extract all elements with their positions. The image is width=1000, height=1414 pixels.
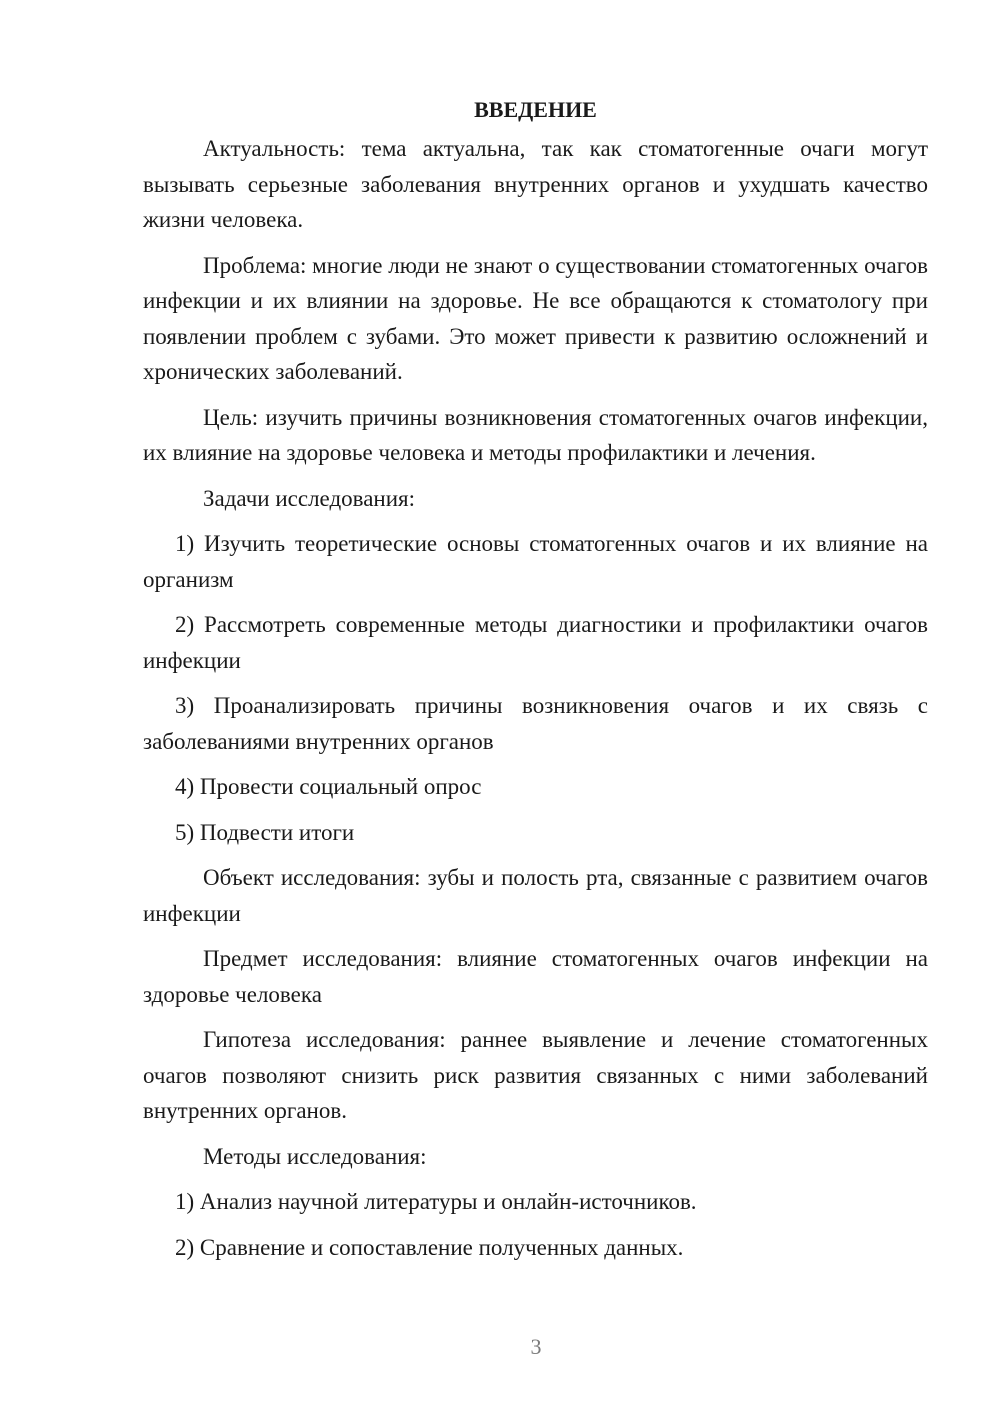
relevance-paragraph: Актуальность: тема актуальна, так как стоматогенные очаги могут вызывать серьезные заболевания внутренних органов и ухудшать качество жизни человека. — [143, 136, 928, 232]
method-item: 1) Анализ научной литературы и онлайн-источников. — [175, 1189, 697, 1214]
problem-paragraph: Проблема: многие люди не знают о существовании стоматогенных очагов инфекции и их влиянии на здоровье. Не все обращаются к стоматологу при появлении проблем с зубами. Это может привести к развитию осложнений и хронических заболеваний. — [143, 252, 928, 384]
page-number: 3 — [530, 1334, 542, 1359]
task-item: 3) Проанализировать причины возникновения очагов и их связь с заболеваниями внутренних органов — [143, 693, 928, 754]
hypothesis-paragraph: Гипотеза исследования: раннее выявление и лечение стоматогенных очагов позволяют снизить риск развития связанных с ними заболеваний внутренних органов. — [143, 1027, 928, 1123]
task-item: 2) Рассмотреть современные методы диагностики и профилактики очагов инфекции — [143, 612, 928, 673]
task-item: 1) Изучить теоретические основы стоматогенных очагов и их влияние на организм — [143, 531, 928, 592]
tasks-heading: Задачи исследования: — [203, 485, 416, 511]
method-item: 2) Сравнение и сопоставление полученных данных. — [175, 1234, 684, 1260]
object-paragraph: Объект исследования: зубы и полость рта, связанные с развитием очагов инфекции — [143, 865, 928, 926]
task-item: 5) Подвести итоги — [175, 819, 355, 845]
goal-paragraph: Цель: изучить причины возникновения стоматогенных очагов инфекции, их влияние на здоровье человека и методы профилактики и лечения. — [143, 404, 928, 465]
task-item: 4) Провести социальный опрос — [175, 774, 482, 799]
methods-heading: Методы исследования: — [203, 1143, 427, 1169]
section-title: ВВЕДЕНИЕ — [474, 97, 597, 122]
subject-paragraph: Предмет исследования: влияние стоматогенных очагов инфекции на здоровье человека — [143, 946, 928, 1007]
page-content — [143, 92, 928, 1275]
